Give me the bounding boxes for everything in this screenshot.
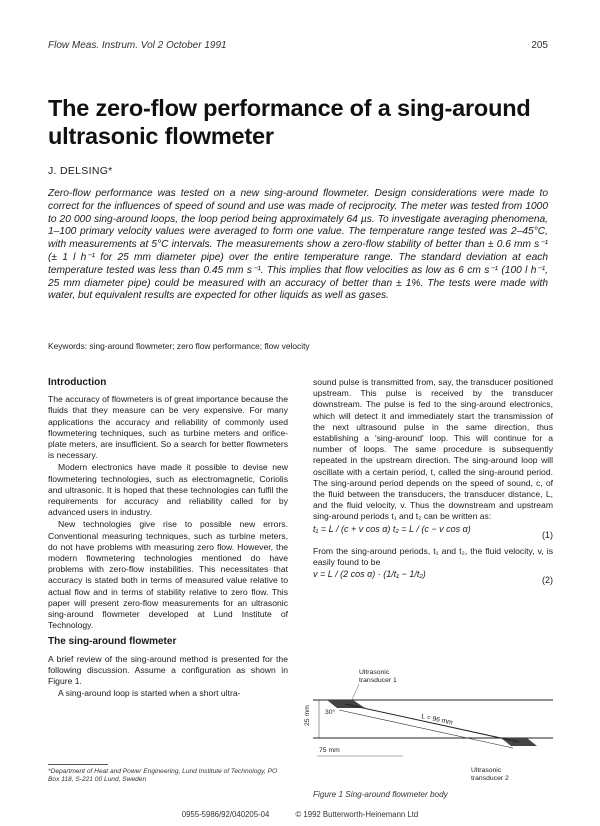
- abstract: Zero-flow performance was tested on a new sing-around flowmeter. Design considerations were made to correct for the influences of speed of sound and use was made of reciprocity. The meter was tested from 1000 to 20 000 sing-around loops, the loop period being approximately 64 µs. To investigate averaging phenomena, 1–100 primary velocity values were averaged to form one value. The temperature range tested was 2–45°C, with measurements at 5°C intervals. The measurements show a zero-flow stability of better than ± 0.6 mm s⁻¹ (± 1 l h⁻¹ for 25 mm diameter pipe) over the entire temperature range. The standard deviation at each temperature tested was less than 0.45 mm s⁻¹. This implies that flow velocities as low as 6 cm s⁻¹ (100 l h⁻¹, 25 mm diameter pipe) could be measured with an accuracy of better than ± 1%. The tests were made with water, but equivalent results are expected for other liquids as well as gases.: [48, 188, 548, 302]
- transducer-2-label-line2: transducer 2: [471, 775, 509, 782]
- transducer-1-label-line2: transducer 1: [359, 677, 397, 684]
- angle-label: 30°: [325, 709, 336, 716]
- transducer-1-leader: [351, 684, 359, 702]
- figure-caption: Figure 1 Sing-around flowmeter body: [313, 790, 448, 799]
- transducer-1-label: Ultrasonic: [359, 669, 390, 676]
- diameter-label: 25 mm: [304, 705, 311, 726]
- introduction-heading: Introduction: [48, 377, 107, 388]
- intro-paragraph-1: The accuracy of flowmeters is of great importance because the fluids that they measure can be very expensive. For many applications the accuracy and reliability of commonly used flowmetering techniques, such as turbine meters and orifice-plate meters, are insufficient. So a search for better flowmeters is necessary.: [48, 394, 288, 461]
- equation-1-text: t₁ = L / (c + v cos α) t₂ = L / (c − v cos α): [313, 523, 471, 534]
- flowmeter-figure: [304, 660, 553, 788]
- copyright: © 1992 Butterworth-Heinemann Ltd: [295, 810, 419, 819]
- sing-around-heading: The sing-around flowmeter: [48, 636, 177, 648]
- author: J. DELSING*: [48, 165, 113, 177]
- sing-around-paragraph-1: A brief review of the sing-around method is presented for the following discussion. Assume a configuration as shown in Figure 1.: [48, 653, 288, 687]
- intro-paragraph-2: Modern electronics have made it possible to devise new flowmetering technologies, such as electromagnetic, Coriolis and ultrasonic. It is hoped that these technologies can fulfil the requirements for accuracy and reliability called for by advanced users in industry.: [48, 462, 288, 518]
- intro-paragraph-3: New technologies give rise to possible new errors. Conventional measuring techniques, such as turbine meters, do not have problems with measuring zero flow. However, the modern flowmetering technologies mentioned do have problems with zero-flow instabilities. This necessitates that accuracy is stated both in terms of measured value relative to actual flow and in terms of stability relative to zero flow. This paper will present zero-flow measurements for an ultrasonic sing-around flowmeter developed at Lund Institute of Technology.: [48, 519, 288, 631]
- equation-2-text: v = L / (2 cos α) · (1/t₁ − 1/t₂): [313, 569, 426, 580]
- left-column: [48, 377, 288, 700]
- acoustic-path: [345, 704, 519, 742]
- page-number: 205: [531, 40, 548, 51]
- path-length-label: L = 96 mm: [420, 713, 454, 727]
- footnote: *Department of Heat and Power Engineering, Lund Institute of Technology, PO Box 118, S-221 00 Lund, Sweden: [48, 768, 278, 783]
- transducer-2-label: Ultrasonic: [471, 767, 502, 774]
- issn: 0955-5986/92/040205-04: [181, 810, 270, 819]
- equation-1-number: (1): [542, 529, 553, 540]
- keywords: Keywords: sing-around flowmeter; zero flow performance; flow velocity: [48, 341, 310, 351]
- page-footer: [0, 810, 600, 819]
- equation-2: [313, 569, 553, 591]
- right-paragraph-2: From the sing-around periods, t₁ and t₂, the fluid velocity, v, is easily found to be: [313, 545, 553, 567]
- footnote-rule: [48, 764, 108, 765]
- length-label: 75 mm: [319, 747, 340, 754]
- right-column: [313, 377, 553, 591]
- right-paragraph-1: sound pulse is transmitted from, say, the transducer positioned upstream. This pulse is received by the transducer downstream. The pulse is fed to the sing-around electronics, which will detect it and immediately start the transmission of the next ultrasound pulse in the same direction, thus establishing a 'sing-around' loop. This will continue for a number of loops. The same procedure is subsequently repeated in the upstream direction. The sing-around loop will oscillate with a certain period, t, called the sing-around period. The sing-around period depends on the speed of sound, c, of the fluid between the transducers, the transducer distance, L, and the fluid velocity, v. Thus the downstream and upstream sing-around periods t₁ and t₂ can be written as:: [313, 377, 553, 522]
- equation-2-number: (2): [542, 575, 553, 586]
- paper-title: The zero-flow performance of a sing-around ultrasonic flowmeter: [48, 95, 531, 149]
- journal-header: Flow Meas. Instrum. Vol 2 October 1991: [48, 40, 227, 51]
- equation-1: [313, 524, 553, 546]
- sing-around-paragraph-2: A sing-around loop is started when a short ultra-: [58, 688, 241, 699]
